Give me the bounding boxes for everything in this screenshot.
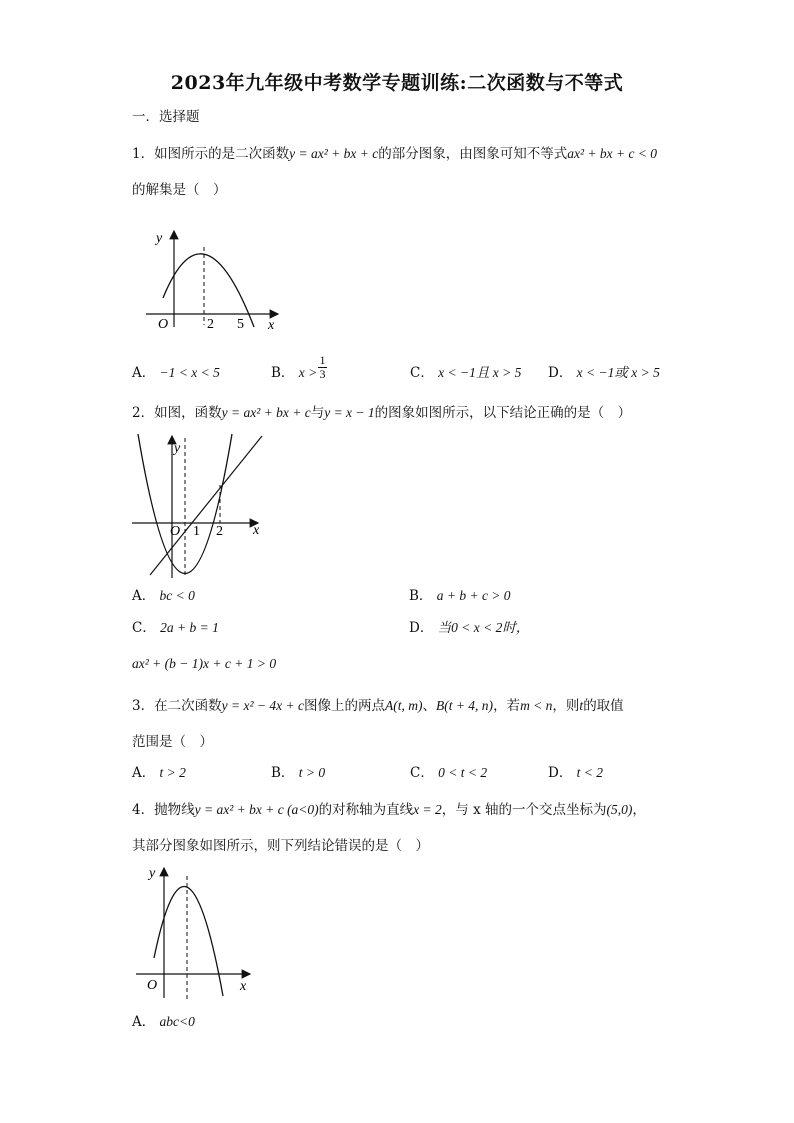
section-heading: 一．选择题: [132, 109, 200, 125]
q1-fraction-numerator: 1: [319, 353, 326, 367]
q2-function-expr: y = ax² + bx + c: [221, 405, 311, 420]
q3-option-a-text: t > 2: [159, 765, 186, 780]
q1-option-c-label: C．: [410, 365, 434, 381]
q4-y-label: y: [149, 866, 156, 881]
q2-option-c-text: 2a + b = 1: [160, 620, 219, 635]
q2-option-a-label: A．: [132, 588, 156, 604]
q4-option-a-text: abc<0: [159, 1014, 195, 1029]
q2-option-d-label: D．: [409, 620, 434, 636]
q1-option-b-fraction: [318, 354, 327, 381]
q2-option-a-text: bc < 0: [159, 588, 195, 603]
q2-graph: [130, 430, 270, 580]
q3-point-b: B(t + 4, n): [435, 698, 494, 713]
q4-stem-line2: 其部分图象如图所示，则下列结论错误的是（ ）: [132, 838, 429, 854]
q1-option-c-text: x < −1且 x > 5: [438, 365, 522, 380]
q1-y-label: y: [156, 231, 163, 246]
q1-option-d-text: x < −1或 x > 5: [576, 365, 660, 380]
q1-tick-5: 5: [237, 317, 244, 332]
q2-option-d[interactable]: [409, 619, 529, 637]
page-title: 2023年九年级中考数学专题训练:二次函数与不等式: [170, 72, 624, 94]
q3-option-a-label: A．: [132, 765, 156, 781]
q1-option-d[interactable]: [548, 364, 660, 382]
q1-option-d-label: D．: [548, 365, 573, 381]
q4-point: (5,0): [606, 802, 633, 817]
q3-option-c-text: 0 < t < 2: [438, 765, 488, 780]
q3-stem-b: 图像上的两点: [303, 698, 385, 714]
q4-axis-expr: x = 2: [413, 802, 442, 817]
q1-stem-line2: 的解集是（ ）: [132, 182, 227, 198]
q2-stem-c: 的图象如图所示，以下结论正确的是（ ）: [374, 405, 632, 421]
q3-option-d-label: D．: [548, 765, 573, 781]
q2-line-expr: y = x − 1: [324, 405, 375, 420]
q3-stem-line1: [132, 697, 624, 715]
q1-option-b-label: B．: [271, 365, 295, 381]
q2-tick-2: 2: [216, 524, 223, 539]
q2-option-c-label: C．: [132, 620, 156, 636]
q4-function-expr: y = ax² + bx + c (a<0): [194, 802, 319, 817]
q4-stem-line1: [132, 801, 646, 819]
q3-stem-c: ，若: [493, 698, 521, 714]
q3-function-expr: y = x² − 4x + c: [221, 698, 304, 713]
q1-inequality-expr: ax² + bx + c < 0: [567, 146, 658, 161]
q3-option-d[interactable]: [548, 764, 603, 782]
q2-y-label: y: [174, 441, 181, 456]
q4-stem-a: 4．抛物线: [132, 802, 195, 818]
q1-stem-b: 的部分图象，由图象可知不等式: [378, 146, 568, 162]
q1-function-expr: y = ax² + bx + c: [289, 146, 379, 161]
q3-stem-e: 的取值: [583, 698, 624, 714]
q1-stem-a: 1．如图所示的是二次函数: [132, 146, 290, 162]
q3-option-b-label: B．: [271, 765, 295, 781]
q2-option-d-text: 当0 < x < 2时，: [437, 620, 530, 635]
q3-option-d-text: t < 2: [576, 765, 603, 780]
q2-stem-a: 2．如图，函数: [132, 405, 222, 421]
q2-option-a[interactable]: [132, 587, 195, 605]
q2-option-b-text: a + b + c > 0: [436, 588, 511, 603]
q3-condition: m < n: [520, 698, 553, 713]
q3-separator: 、: [422, 698, 436, 714]
q4-option-a-label: A．: [132, 1014, 156, 1030]
q2-x-label: x: [253, 523, 260, 538]
q2-stem: [132, 404, 631, 422]
q1-option-a-label: A．: [132, 365, 156, 381]
q2-option-d-continuation: ax² + (b − 1)x + c + 1 > 0: [132, 656, 277, 671]
q2-origin-label: O: [170, 524, 181, 539]
q1-origin-label: O: [158, 317, 169, 332]
q2-option-b-label: B．: [409, 588, 433, 604]
q1-tick-2: 2: [207, 317, 214, 332]
q3-stem-line2: 范围是（ ）: [132, 734, 213, 750]
q4-option-a[interactable]: [132, 1013, 195, 1031]
q4-stem-d: ，: [632, 802, 646, 818]
q1-stem-line1: [132, 145, 657, 163]
q3-variable: t: [579, 698, 584, 713]
q4-x-label: x: [240, 979, 247, 994]
q3-stem-d: ，则: [552, 698, 580, 714]
q2-option-b[interactable]: [409, 587, 511, 605]
q3-point-a: A(t, m): [384, 698, 423, 713]
q3-option-a[interactable]: [132, 764, 186, 782]
q2-stem-b: 与: [310, 405, 325, 421]
q4-origin-label: O: [147, 978, 158, 993]
q1-x-label: x: [268, 318, 275, 333]
q1-graph: [138, 225, 288, 335]
q1-option-a-text: −1 < x < 5: [159, 365, 220, 380]
q4-stem-b: 的对称轴为直线: [318, 802, 414, 818]
q1-option-c[interactable]: [410, 364, 521, 382]
q4-graph: [132, 862, 257, 1002]
q1-fraction-denominator: 3: [319, 367, 326, 381]
q2-option-c[interactable]: [132, 619, 219, 637]
q3-option-c[interactable]: [410, 764, 487, 782]
q3-option-c-label: C．: [410, 765, 434, 781]
q1-option-a[interactable]: [132, 364, 220, 382]
q2-line: [150, 436, 262, 575]
q3-stem-a: 3．在二次函数: [132, 698, 222, 714]
q1-option-b-text: x >: [298, 365, 318, 380]
q3-option-b[interactable]: [271, 764, 325, 782]
q1-option-b[interactable]: [271, 364, 317, 382]
q3-option-b-text: t > 0: [298, 765, 326, 780]
q4-stem-c: ，与 x 轴的一个交点坐标为: [441, 802, 607, 818]
q2-tick-1: 1: [193, 524, 200, 539]
